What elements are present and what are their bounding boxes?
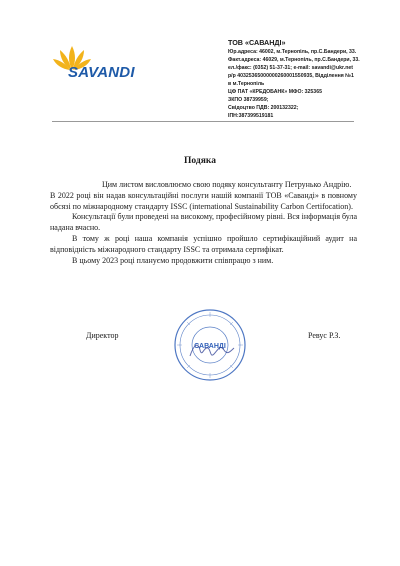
company-bank-city: в м.Тернопіль [228, 81, 265, 87]
letter-body [50, 180, 357, 266]
company-vat-certificate: Свідоцтво ПДВ: 200132322; [228, 105, 299, 111]
handwritten-signature-icon [186, 336, 238, 366]
letter-paragraph: В цьому 2023 році плануємо продовжити співпрацю з ним. [72, 255, 274, 265]
company-name: ТОВ «САВАНДІ» [228, 38, 286, 47]
letter-paragraph: В 2022 році він надав консультаційні послуги нашій компанії ТОВ «Саванді» в повному обсязі по міжнародному стандарту ISSC (international Sustainability Carbon Certifocation). [50, 190, 357, 211]
company-logo [52, 44, 162, 84]
signatory-name: Ревус Р.З. [308, 331, 341, 340]
company-requisites [228, 38, 396, 120]
letter-paragraph: Цим листом висловлюємо свою подяку консультанту Петрунько Андрію. [102, 180, 352, 189]
letter-paragraph: Консультації були проведені на високому, професійному рівні. Вся інформація була надана вчасно. [50, 212, 357, 233]
letter-title: Подяка [184, 156, 216, 166]
company-legal-address: Юр.адреса: 46002, м.Тернопіль, пр.С.Бандери, 33. [228, 49, 357, 55]
header-divider [52, 121, 354, 122]
company-zkpo: ЗКПО 38739959; [228, 97, 269, 103]
company-contacts: ел./факс: (0352) 51-37-31; e-mail: savandi@ukr.net [228, 65, 353, 71]
company-bank-name: ЦФ ПАТ «КРЕДОБАНК» МФО: 325365 [228, 89, 322, 95]
company-ipn: ІПН:387399519181 [228, 113, 274, 119]
logo-wordmark: SAVANDI [68, 64, 135, 81]
letter-paragraph: В тому ж році наша компанія успішно пройшло сертифікаційний аудит на відповідність міжнародного стандарту ISSC та отримала сертифікат. [50, 233, 357, 254]
signatory-role: Директор [86, 331, 119, 340]
stamp-label: САВАНДІ [194, 343, 226, 350]
company-actual-address: Факт.адреса: 46029, м.Тернопіль, пр.С.Бандери, 33. [228, 57, 360, 63]
company-bank-account: р/р 40325365000000260001550935, Відділення №1 [228, 73, 354, 79]
